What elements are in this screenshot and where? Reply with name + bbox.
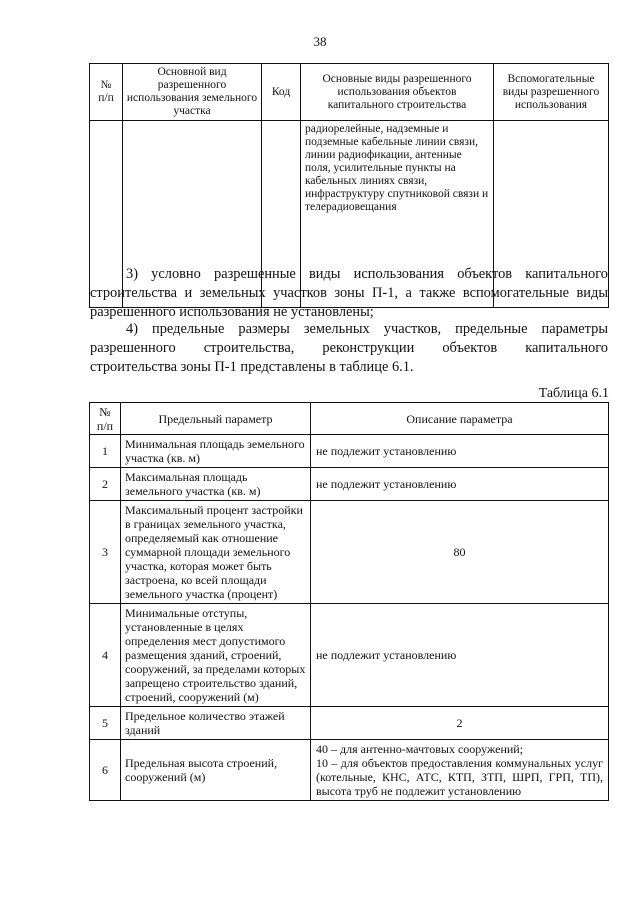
row-value: не подлежит установлению: [311, 604, 609, 707]
row-value: не подлежит установлению: [311, 468, 609, 501]
paragraph-line: 3) условно разрешенные виды использования объектов капитального: [126, 266, 608, 282]
header-code: Код: [262, 64, 301, 121]
row-num: 2: [90, 468, 121, 501]
table-row: [90, 435, 609, 468]
row-num: 3: [90, 501, 121, 604]
row-param: Минимальные отступы, установленные в целях определения мест допустимого размещения зданий, строений, сооружений, за пределами которых запрещено строительство зданий, строений, сооружений (м): [121, 604, 311, 707]
header-num: № п/п: [90, 403, 121, 435]
row-param: Максимальный процент застройки в границах земельного участка, определяемый как отношение суммарной площади земельного участка, которая может быть застроена, ко всей площади земельного участка (процент): [121, 501, 311, 604]
row-value: не подлежит установлению: [311, 435, 609, 468]
row-num: 4: [90, 604, 121, 707]
cell-main-object-use: радиорелейные, надземные и подземные кабельные линии связи, линии радиофикации, антенные поля, усилительные пункты на кабельных линиях связи, инфраструктуру спутниковой связи и телерадиовещания: [301, 121, 494, 308]
table-row: [90, 604, 609, 707]
header-param: Предельный параметр: [121, 403, 311, 435]
row-num: 5: [90, 707, 121, 740]
paragraph-line: разрешенного строительства, реконструкции объектов капитального: [90, 340, 608, 356]
page-number: 38: [313, 34, 327, 49]
paragraph-4: [90, 320, 608, 377]
row-num: 6: [90, 740, 121, 801]
row-value-line: 10 – для объектов предоставления коммунальных услуг (котельные, КНС, АТС, КТП, ЗТП, ШРП, ГРП, ТП), высота труб не подлежит установлению: [316, 756, 603, 798]
row-param: Минимальная площадь земельного участка (кв. м): [121, 435, 311, 468]
header-main-object-use: Основные виды разрешенного использования объектов капитального строительства: [301, 64, 494, 121]
table-header-row: [90, 403, 609, 435]
table-header-row: [90, 64, 609, 121]
table-row: [90, 707, 609, 740]
header-main-land-use: Основной вид разрешенного использования земельного участка: [123, 64, 262, 121]
row-value: 80: [311, 501, 609, 604]
header-auxiliary-use: Вспомогательные виды разрешенного использования: [494, 64, 609, 121]
header-num: № п/п: [90, 64, 123, 121]
row-param: Предельная высота строений, сооружений (м): [121, 740, 311, 801]
row-value: 2: [311, 707, 609, 740]
table-caption: Таблица 6.1: [538, 386, 609, 401]
paragraph-line: строительства и земельных участков зоны П-1, а также вспомогательные виды: [90, 285, 608, 301]
row-num: 1: [90, 435, 121, 468]
row-value-line: 40 – для антенно-мачтовых сооружений;: [316, 742, 524, 756]
parameters-table: [89, 402, 609, 801]
paragraph-line: 4) предельные размеры земельных участков, предельные параметры: [126, 321, 608, 337]
table-row: [90, 740, 609, 801]
table-row: [90, 468, 609, 501]
row-value: [311, 740, 609, 801]
paragraph-3: [90, 265, 608, 322]
paragraph-line: разрешенного использования не установлены;: [90, 304, 374, 320]
table-row: [90, 501, 609, 604]
row-param: Максимальная площадь земельного участка (кв. м): [121, 468, 311, 501]
row-param: Предельное количество этажей зданий: [121, 707, 311, 740]
header-desc: Описание параметра: [311, 403, 609, 435]
paragraph-line: строительства зоны П-1 представлены в таблице 6.1.: [90, 359, 414, 375]
